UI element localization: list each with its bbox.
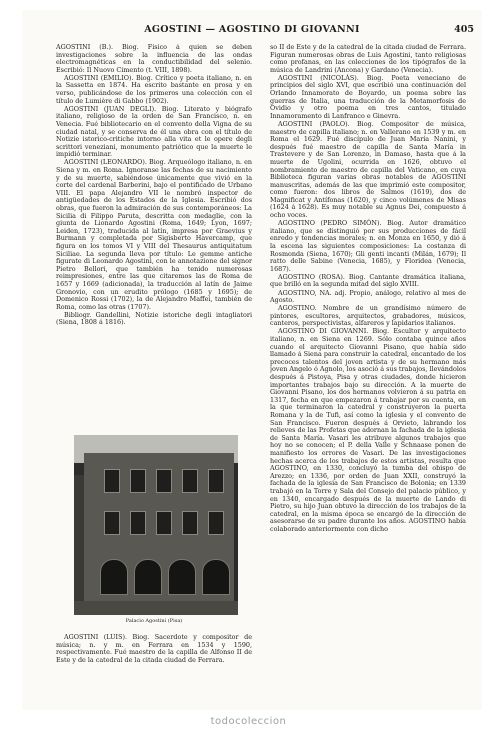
photo-window [104, 511, 120, 535]
watermark: todocoleccion [210, 716, 287, 727]
photo-window [156, 469, 172, 493]
entry-agostino-rosa: AGOSTINO (ROSA). Biog. Cantante dramática italiana, que brilló en la segunda mitad del siglo XVIII. [270, 272, 466, 289]
photo-window [130, 469, 146, 493]
entry-agostini-luis: AGOSTINI (LUIS). Biog. Sacerdote y compositor de música; n. y m. en Ferrara en 1534 y 1590, respectivamente. Fué maestro de la capilla de Alfonso II de Este y de la catedral de la citada ciudad de Ferrara. [56, 633, 252, 664]
entry-agostini-b: AGOSTINI (B.). Biog. Físico á quien se deben investigaciones sobre la influencia de las ondas electromagnéticas en la conductibilidad del selenio. Escribió: Il Nuovo Cimento (t. VIII, 1898). [56, 44, 252, 74]
palace-photo [74, 435, 238, 615]
left-column-bottom [56, 634, 252, 664]
book-page [22, 10, 482, 710]
photo-window [130, 511, 146, 535]
entry-agostino-nombre: AGOSTINO. Nombre de un grandísimo número de pintores, escultores, arquitectos, grabadores, músicos, canteros, perspectivistas, alfareros y lapidarios italianos. [270, 304, 466, 328]
photo-window [156, 511, 172, 535]
running-title: AGOSTINI — AGOSTINO DI GIOVANNI [144, 24, 360, 35]
photo-window [182, 469, 198, 493]
right-column [270, 44, 466, 684]
page-header [22, 24, 482, 40]
entry-agostini-leonardo: AGOSTINI (LEONARDO). Biog. Arqueólogo italiano, n. en Siena y m. en Roma. Ignoranse las fechas de su nacimiento y de su muerte, sabiéndose únicamente que vivió en la corte del cardenal Barberini, bajo el pontificado de Urbano VIII. El papa Alejandro VII le nombró inspector de antigüedades de los Estados de la Iglesia. Escribió dos obras, que fueron la admiración de sus contemporáneos: La Sicilia di Filippo Paruta, descritta con medaglie, con la giunta de Lionardo Agostini (Roma, 1649; Lyon, 1697; Leiden, 1723), traducida al latín, impresa por Graevius y Burmann y completada por Sigisberto Havercamp, que figura en los tomos VI y VIII del Thesaurus antiquitatum Siciliae. La segunda lleva por título: Le gemme antiche figurate di Leonardo Agostini, con le annotazione del signor Pietro Bellori, que también ha tenido numerosas reimpresiones, entre las que citaremos las de Roma de 1657 y 1669 (adicionada), la traducción al latín de Jaime Gronovio, con un erudito prólogo (1685 y 1695); de Domenico Rossi (1702), la de Alejandro Maffei, también de Roma, como las otras (1707). [56, 158, 252, 311]
entry-agostini-emilio: AGOSTINI (EMILIO). Biog. Crítico y poeta italiano, n. en la Sassetta en 1874. Ha escrito bastante en prosa y en verso, publicándose de los primeros una colección con el título de Lumière di Gabbo (1902). [56, 73, 252, 105]
figure-caption: Palacio Agostini (Pisa) [125, 618, 183, 624]
entry-agostini-nicolas: AGOSTINI (NICOLÁS). Biog. Poeta veneciano de principios del siglo XVI, que escribió una continuación del Orlando Innamorato de Boyardo, un poema sobre las guerras de Italia, una traducción de la Metamorfosis de Ovidio y otro poema en tres cantos, titulado Innamoramento di Lanfranco e Ginevra. [270, 73, 466, 120]
photo-window [208, 511, 224, 535]
page-number: 405 [454, 24, 474, 35]
photo-window [208, 469, 224, 493]
entry-continuation-luis: so II de Este y de la catedral de la citada ciudad de Ferrara. Figuran numerosas obras de Luis Agostini, tanto religiosas como profanas, en las colecciones de los tipógrafos de la música de Landrini (Ancona) y Gardano (Venecia). [270, 44, 466, 74]
photo-arch [100, 559, 128, 595]
entry-agostino-pedro: AGOSTINO (PEDRO SIMÓN). Biog. Autor dramático italiano, que se distinguió por sus producciones de fácil enredo y tendencias morales; n. en Monza en 1650, y dió á la escena las siguientes composiciones: La costanza di Rosmonda (Siena, 1670); Gli genti incanti (Milán, 1679); Il ratto delle Sabine (Venecia, 1685), y Floridea (Venecia, 1687). [270, 219, 466, 273]
photo-arch [202, 559, 230, 595]
photo-window [182, 511, 198, 535]
photo-street [74, 601, 238, 615]
entry-agostino-di-giovanni: AGOSTINO DI GIOVANNI. Biog. Escultor y arquitecto italiano, n. en Siena en 1269. Sólo contaba quince años cuando el arquitecto Giovanni Pisano, que había sido llamado á Siena para construir la catedral, encantado de los precoces talentos del joven artista y de su hermano más joven Angelo ó Agnolo, los asoció á sus trabajos, llevándolos después á Pistoya, Pisa y otras ciudades, donde hicieron importantes trabajos bajo su dirección. A la muerte de Giovanni Pisano, los dos hermanos volvieron á su patria en 1317, fecha en que empezaron á trabajar por su cuenta, en la que terminaron la catedral y construyeron la puerta Romana y la de Tufi, así como la iglesia y el convento de San Francisco. Fueron después á Orvieto, labrando los relieves de las Profetas que adornan la fachada de la iglesia de Santa María. Vasari les atribuye algunos trabajos que hoy no se conocen; el P. della Valle y Schnaase ponen de manifiesto los errores de Vasari. De las investigaciones hechas acerca de los trabajos de estos artistas, resulta que AGOSTINO, en 1330, concluyó la tumba del obispo de Arezzo; en 1336, por orden de Juan XXII, construyó la fachada de la iglesia de San Francisco de Bolonia; en 1339 trabajó en la Torre y Sala del Consejo del palacio público, y en 1340, encargado después de la muerte de Lando di Pietro, su hijo Juan obtuvo la dirección de los trabajos de la catedral, en la misma época se encargó de la dirección de asesorarse de su padre durante los años. AGOSTINO había colaborado anteriormente con dicho [270, 327, 466, 533]
photo-window [104, 469, 120, 493]
entry-agostino-adj: AGOSTINO, NA. adj. Propio, análogo, relativo al mes de Agosto. [270, 288, 466, 305]
entry-agostini-juan: AGOSTINI (JUAN DEGLI). Biog. Literato y biógrafo italiano, religioso de la orden de San Francisco, n. en Venecia. Fué bibliotecario en el convento della Vigna de su ciudad natal, y se conserva de él una obra con el título de Notizie istorico-critiche intorno alla vita et le opere degli scrittori veneziani, monumento patriótico que la muerte le impidió terminar. [56, 104, 252, 159]
photo-arch [134, 559, 162, 595]
figure-palacio-agostini [56, 435, 252, 625]
bibliography-note: Bibliogr. Gandellini, Notizie istoriche degli intagliatori (Siena, 1808 á 1816). [56, 310, 252, 327]
photo-arch [168, 559, 196, 595]
entry-agostini-paolo: AGOSTINI (PAOLO). Biog. Compositor de música, maestro de capilla italiano; n. en Vallerano en 1539 y m. en Roma el 1629. Fué discípulo de Juan María Nanini, y después fué maestro de capilla de Santa María in Trastevere y de San Lorenzo, in Damaso, hasta que á la muerte de Ugolini, ocurrida en 1626, obtuvo el nombramiento de maestro de capilla del Vaticano, en cuya Biblioteca figuran varias obras notables de AGOSTINI manuscritas, además de las que imprimió este compositor, como fueron: dos libros de Salmos (1619), dos de Magnificat y Antífonas (1620), y cinco volúmenes de Misas (1624 á 1628). Es muy notable su Agnus Dei, compuesto á ocho voces. [270, 119, 466, 220]
